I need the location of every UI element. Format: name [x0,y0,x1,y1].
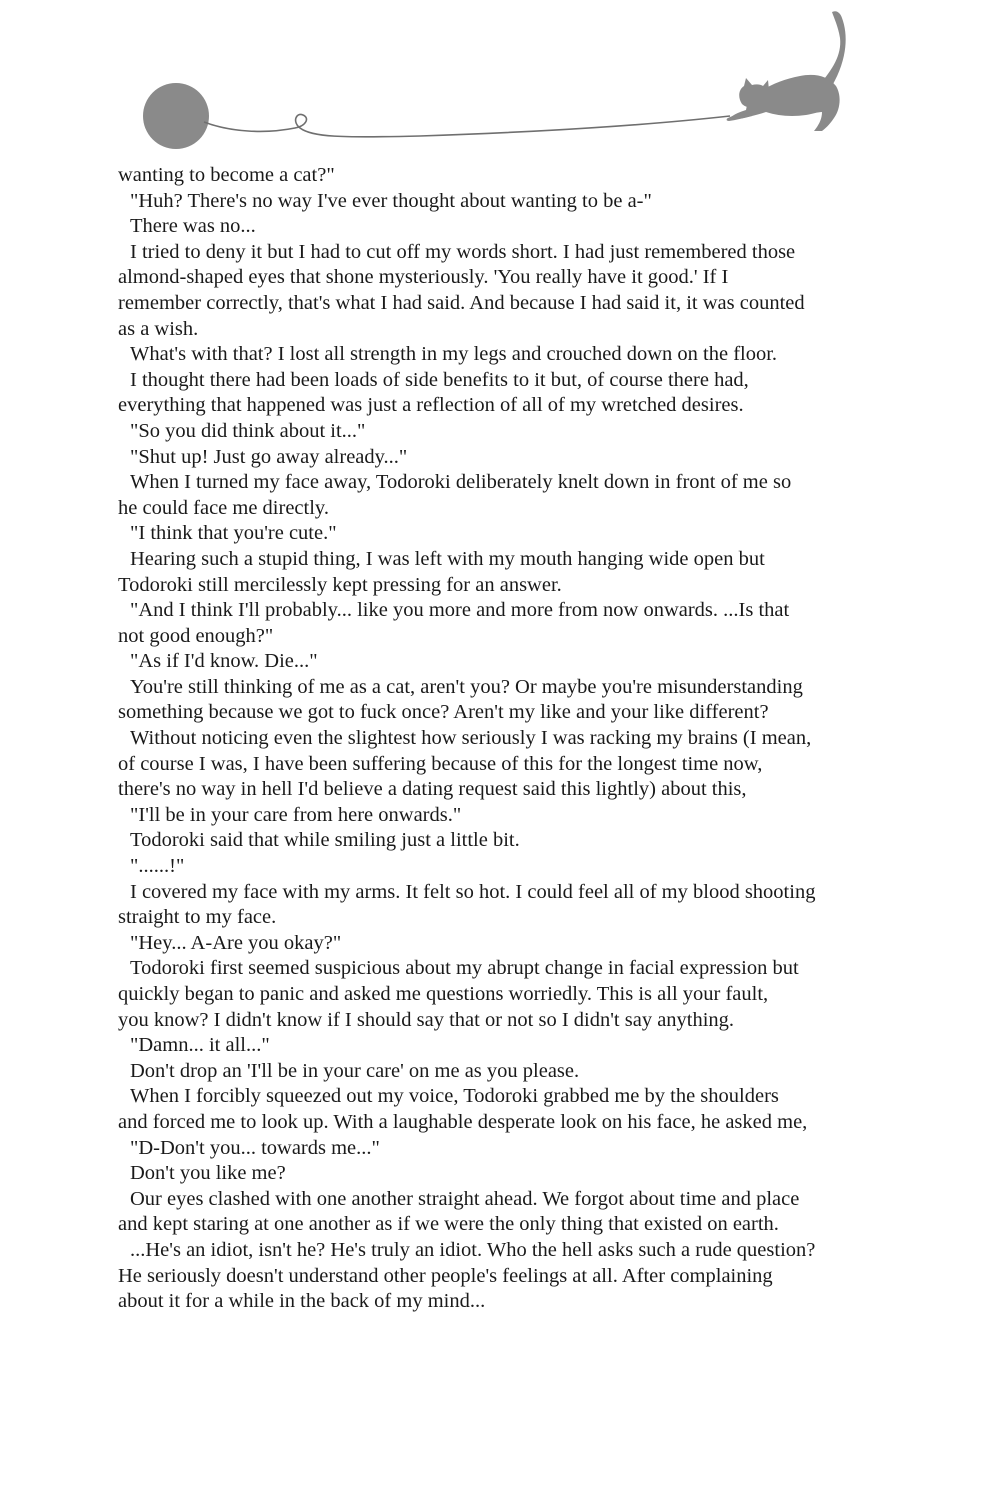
header-illustration [0,0,1000,150]
text-line: Todoroki still mercilessly kept pressing for an answer. [118,573,562,596]
text-line: you know? I didn't know if I should say that or not so I didn't say anything. [118,1008,735,1031]
text-line: "I think that you're cute." [130,522,337,545]
text-line: "I'll be in your care from here onwards." [130,803,462,826]
text-line: almond-shaped eyes that shone mysteriously. 'You really have it good.' If I [118,266,729,289]
text-line: You're still thinking of me as a cat, aren't you? Or maybe you're misunderstanding [130,675,803,698]
page-text [118,163,918,1315]
yarn-string [204,114,730,136]
text-line: straight to my face. [118,906,277,929]
text-line: "And I think I'll probably... like you more and more from now onwards. ...Is that [130,599,790,622]
text-line: about it for a while in the back of my mind... [118,1290,486,1313]
text-line: "......!" [130,855,185,878]
text-line: and kept staring at one another as if we were the only thing that existed on earth. [118,1213,779,1236]
text-line: "Shut up! Just go away already..." [130,445,408,468]
text-line: When I turned my face away, Todoroki deliberately knelt down in front of me so [130,471,792,494]
stretching-cat-icon [727,11,846,131]
text-line: "Huh? There's no way I've ever thought about wanting to be a-" [130,189,652,212]
text-line: Todoroki said that while smiling just a little bit. [130,829,520,852]
text-line: not good enough?" [118,624,274,647]
text-line: Hearing such a stupid thing, I was left with my mouth hanging wide open but [130,547,765,570]
text-line: He seriously doesn't understand other people's feelings at all. After complaining [118,1264,773,1287]
text-line: "D-Don't you... towards me..." [130,1136,380,1159]
text-line: Without noticing even the slightest how seriously I was racking my brains (I mean, [130,727,812,750]
text-line: What's with that? I lost all strength in my legs and crouched down on the floor. [130,343,778,366]
text-line: Don't you like me? [130,1162,286,1185]
text-line: When I forcibly squeezed out my voice, Todoroki grabbed me by the shoulders [130,1085,779,1108]
text-line: I tried to deny it but I had to cut off my words short. I had just remembered those [130,240,796,263]
text-line: something because we got to fuck once? Aren't my like and your like different? [118,701,769,724]
text-line: there's no way in hell I'd believe a dating request said this lightly) about this, [118,778,747,801]
text-line: "Damn... it all..." [130,1034,270,1057]
text-line: There was no... [130,215,256,238]
text-line: quickly began to panic and asked me questions worriedly. This is all your fault, [118,983,769,1005]
text-line: remember correctly, that's what I had said. And because I had said it, it was counted [118,291,805,314]
text-line: "So you did think about it..." [130,419,366,442]
text-line: Don't drop an 'I'll be in your care' on me as you please. [130,1059,580,1082]
text-line: and forced me to look up. With a laughable desperate look on his face, he asked me, [118,1110,808,1133]
text-line: "As if I'd know. Die..." [130,650,318,673]
text-line: ...He's an idiot, isn't he? He's truly an idiot. Who the hell asks such a rude question? [130,1238,816,1261]
text-line: everything that happened was just a reflection of all of my wretched desires. [118,394,744,417]
yarn-ball-icon [143,83,209,149]
text-line: I covered my face with my arms. It felt so hot. I could feel all of my blood shooting [130,880,816,903]
text-line: of course I was, I have been suffering because of this for the longest time now, [118,752,763,775]
text-line: Todoroki first seemed suspicious about my abrupt change in facial expression but [130,957,799,980]
text-line: "Hey... A-Are you okay?" [130,931,342,954]
text-line: wanting to become a cat?" [118,164,335,186]
text-line: Our eyes clashed with one another straight ahead. We forgot about time and place [130,1187,800,1210]
text-line: as a wish. [118,317,199,340]
text-line: he could face me directly. [118,496,329,519]
text-line: I thought there had been loads of side benefits to it but, of course there had, [130,368,749,391]
